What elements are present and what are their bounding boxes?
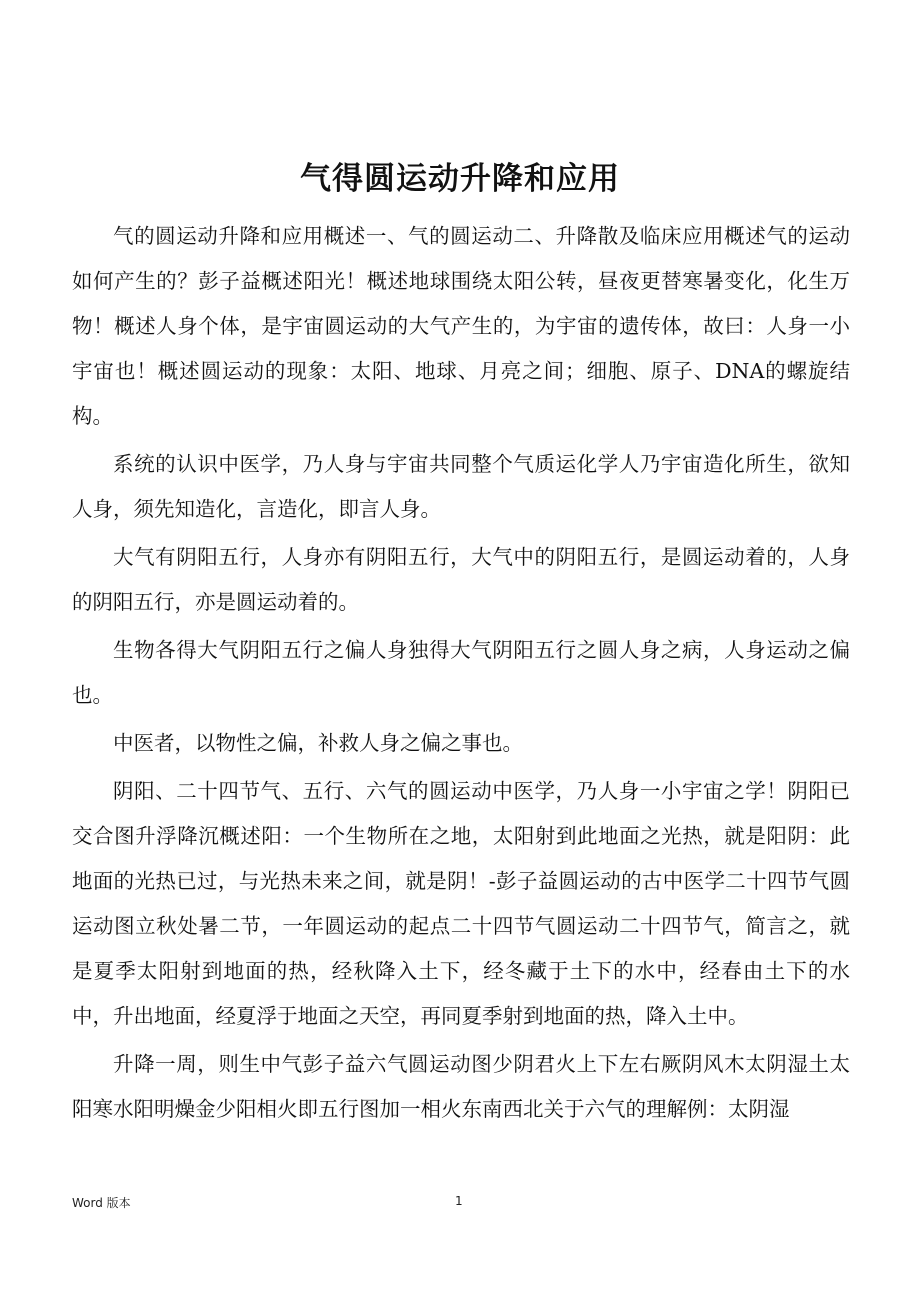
footer-label: Word 版本 xyxy=(72,1196,131,1210)
document-title: 气得圆运动升降和应用 xyxy=(300,160,620,197)
paragraph-2: 系统的认识中医学，乃人身与宇宙共同整个气质运化学人乃宇宙造化所生，欲知人身，须先知造化，言造化，即言人身。 xyxy=(72,452,850,521)
document-body xyxy=(72,214,850,1135)
paragraph-3: 大气有阴阳五行，人身亦有阴阳五行，大气中的阴阳五行，是圆运动着的，人身的阴阳五行，亦是圆运动着的。 xyxy=(72,545,850,614)
paragraph-4: 生物各得大气阴阳五行之偏人身独得大气阴阳五行之圆人身之病，人身运动之偏也。 xyxy=(72,638,850,707)
paragraph-6: 阴阳、二十四节气、五行、六气的圆运动中医学，乃人身一小宇宙之学！阴阳已交合图升浮降沉概述阳：一个生物所在之地，太阳射到此地面之光热，就是阳阴：此地面的光热已过，与光热未来之间，就是阴！-彭子益圆运动的古中医学二十四节气圆运动图立秋处暑二节，一年圆运动的起点二十四节气圆运动二十四节气，简言之，就是夏季太阳射到地面的热，经秋降入土下，经冬藏于土下的水中，经春由土下的水中，升出地面，经夏浮于地面之天空，再同夏季射到地面的热，降入土中。 xyxy=(72,779,850,1028)
paragraph-5: 中医者，以物性之偏，补救人身之偏之事也。 xyxy=(113,731,523,755)
paragraph-7: 升降一周，则生中气彭子益六气圆运动图少阴君火上下左右厥阴风木太阴湿土太阳寒水阳明燥金少阳相火即五行图加一相火东南西北关于六气的理解例：太阴湿 xyxy=(72,1052,850,1121)
footer-page-number: 1 xyxy=(455,1194,463,1208)
paragraph-1: 气的圆运动升降和应用概述一、气的圆运动二、升降散及临床应用概述气的运动如何产生的？彭子益概述阳光！概述地球围绕太阳公转，昼夜更替寒暑变化，化生万物！概述人身个体，是宇宙圆运动的大气产生的，为宇宙的遗传体，故曰：人身一小宇宙也！概述圆运动的现象：太阳、地球、月亮之间；细胞、原子、DNA的螺旋结构。 xyxy=(72,224,850,428)
